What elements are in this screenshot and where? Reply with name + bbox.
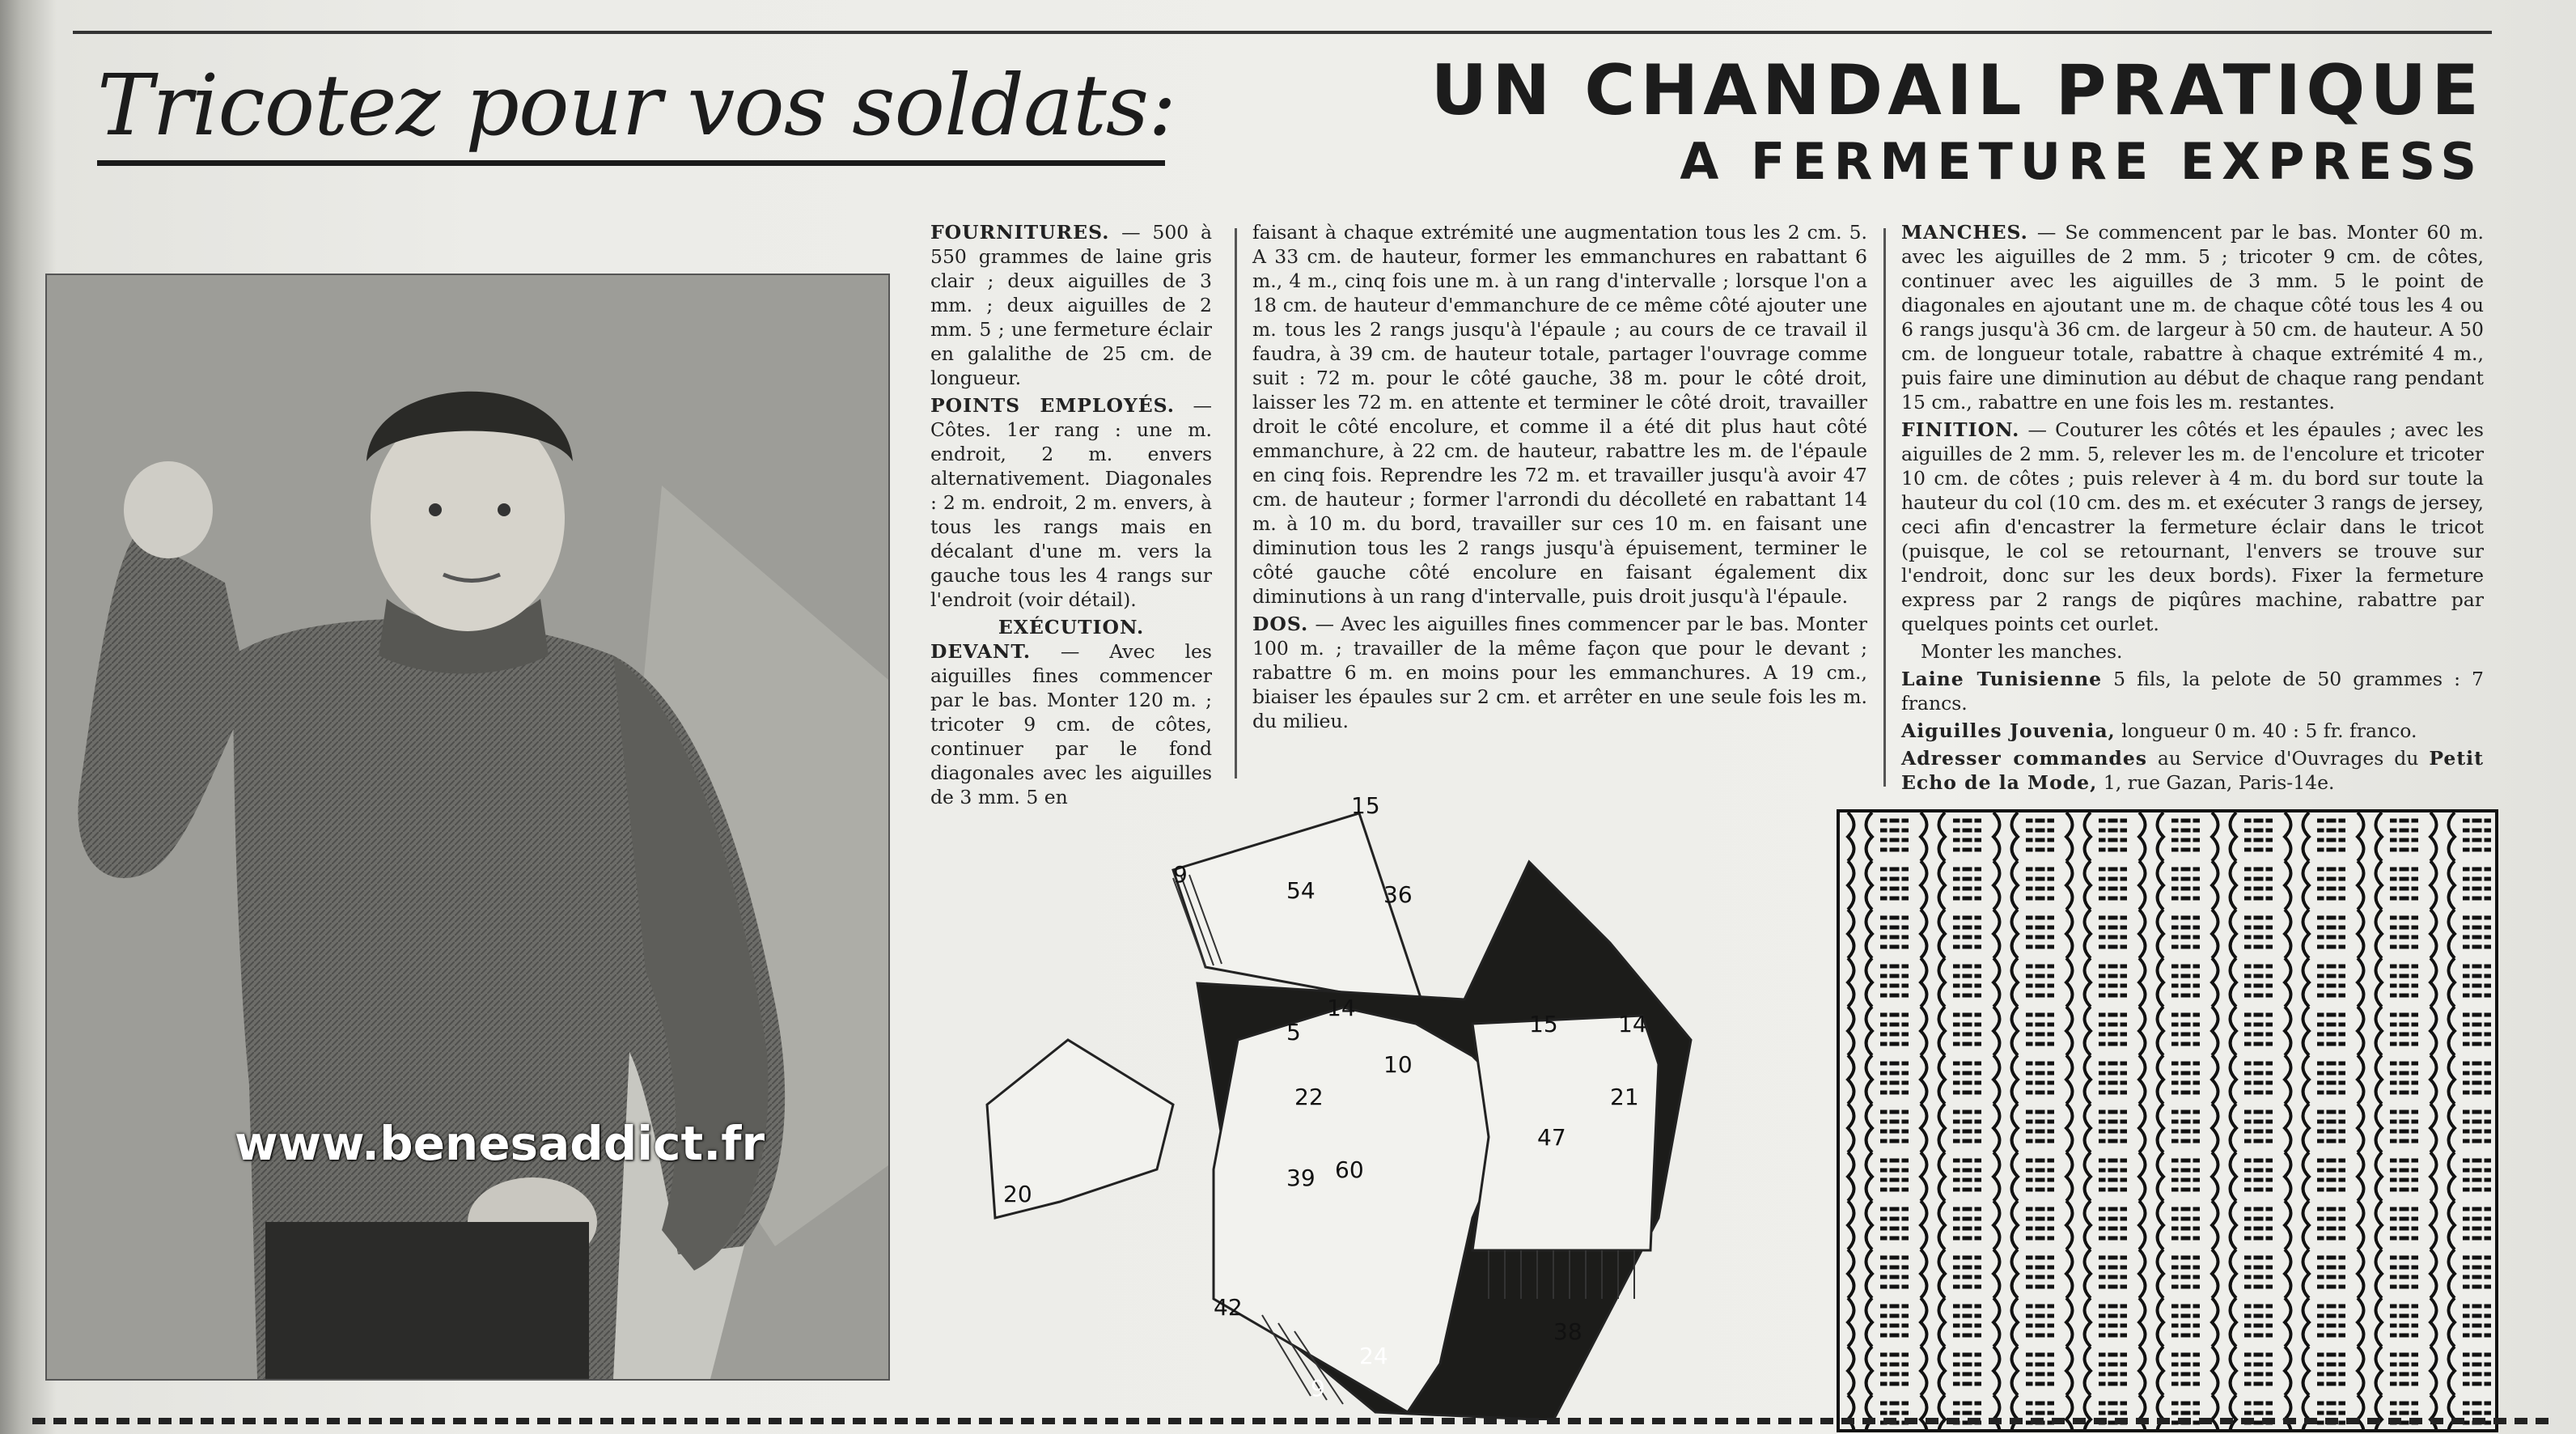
dim-back-base: 38: [1553, 1318, 1582, 1345]
manches-heading: MANCHES.: [1901, 221, 2028, 244]
devant-paragraph: [930, 639, 1212, 809]
laine-text: 5 fils, la pelote de 50 grammes : 7 francs.: [1901, 668, 2484, 715]
headline-underline: [97, 160, 1165, 166]
dos-paragraph: [1252, 612, 1867, 733]
column-1: [930, 220, 1212, 808]
aiguilles-text: longueur 0 m. 40 : 5 fr. franco.: [2121, 719, 2417, 742]
dim-front-h3: 60: [1335, 1156, 1364, 1183]
finition-text: — Couturer les côtés et les épaules ; avec les aiguilles de 2 mm. 5, relever les m. de l'encolure et tricoter 10 cm. de côtes ; puis relever à 4 m. du bord sur toute la hauteur du col (10 cm. des m. et exécuter 3 rangs de jersey, ceci afin d'encastrer la fermeture éclair dans le tricot (puisque, le col se retournant, l'envers se trouve sur l'endroit, donc sur les deux bords). Fixer la fermeture express par 2 rangs de piqûres machine, rabattre par quelques points cet ourlet.: [1901, 418, 2484, 635]
points-heading: POINTS EMPLOYÉS.: [930, 394, 1175, 417]
aiguilles-heading: Aiguilles Jouvenia,: [1901, 719, 2116, 742]
pattern-diagram: [971, 797, 1764, 1420]
headline-title: UN CHANDAIL PRATIQUE: [1430, 50, 2484, 131]
stitch-detail-swatch: [1837, 809, 2498, 1432]
fournitures-heading: FOURNITURES.: [930, 221, 1110, 244]
adresser-heading: Adresser commandes: [1901, 747, 2148, 770]
points-text: — Côtes. 1er rang : une m. endroit, 2 m. envers alternativement. Diagonales : 2 m. endroit, 2 m. envers, à tous les rangs mais en décalant d'une m. vers la gauche tous les 4 rangs sur l'endroit (voir détail).: [930, 394, 1212, 611]
monter-line: Monter les manches.: [1921, 640, 2123, 663]
manches-paragraph: [1901, 220, 2484, 414]
watermark-text: www.benesaddict.fr: [235, 1116, 765, 1171]
column-rule-2: [1883, 228, 1886, 787]
dim-collar-side: 20: [1003, 1181, 1032, 1207]
dim-rib: 9: [1311, 1375, 1325, 1402]
dim-back-height: 21: [1610, 1084, 1639, 1110]
fournitures-text: — 500 à 550 grammes de laine gris clair ; deux aiguilles de 3 mm. ; deux aiguilles de 2 mm. 5 ; une fermeture éclair en galalithe de 25 cm. de longueur.: [930, 221, 1212, 389]
dim-front-base: 24: [1359, 1343, 1388, 1369]
dim-front-bottom: 42: [1214, 1294, 1243, 1321]
headline-subtitle: A FERMETURE EXPRESS: [1680, 132, 2484, 191]
adresser-publication: Petit Echo de la Mode,: [1901, 747, 2484, 794]
sleeve-piece: [1173, 813, 1424, 1008]
dim-sleeve-cuff: 9: [1173, 861, 1188, 888]
points-paragraph: [930, 393, 1212, 612]
photo-illustration: [47, 275, 888, 1379]
devant-continued: faisant à chaque extrémité une augmentation tous les 2 cm. 5. A 33 cm. de hauteur, former les emmanchures en rabattant 6 m., 4 m., cinq fois une m. à un rang d'intervalle ; lorsque l'on a 18 cm. de hauteur d'emmanchure de ce même côté ajouter une m. tous les 2 rangs jusqu'à l'épaule ; au cours de ce travail il faudra, à 39 cm. de hauteur totale, partager l'ouvrage comme suit : 72 m. pour le côté gauche, 38 m. pour le côté droit, laisser les 72 m. en attente et terminer le côté droit, travailler droit le côté encolure, et comme il a été dit plus haut côté emmanchure, à 22 cm. de hauteur, rabattre les m. de l'épaule en cinq fois. Reprendre les 72 m. et travailler jusqu'à avoir 47 cm. de hauteur ; former l'arrondi du décolleté en rabattant 14 m. à 10 m. du bord, travailler sur ces 10 m. en faisant une diminution tous les 2 rangs jusqu'à épuisement, terminer le côté gauche côté encolure en faisant également dix diminutions à un rang d'intervalle, puis droit jusqu'à l'épaule.: [1252, 221, 1867, 608]
manches-text: — Se commencent par le bas. Monter 60 m. avec les aiguilles de 2 mm. 5 ; tricoter 9 cm. de côtes, continuer avec les aiguilles de 3 mm. 5 le point de diagonales en ajoutant une m. de chaque côté tous les 4 ou 6 rangs jusqu'à 36 cm. de largeur à 50 cm. de hauteur. A 50 cm. de longueur totale, rabattre à chaque extrémité 4 m., puis faire une diminution au début de chaque rang pendant 15 cm., rabattre en une fois les m. restantes.: [1901, 221, 2484, 414]
dim-back-top: 15: [1529, 1011, 1558, 1037]
finition-paragraph: [1901, 418, 2484, 636]
finition-heading: FINITION.: [1901, 418, 2020, 441]
fournitures-paragraph: [930, 220, 1212, 390]
dim-sleeve-width: 36: [1383, 881, 1413, 908]
dim-front-h1: 22: [1294, 1084, 1324, 1110]
top-rule: [73, 31, 2492, 34]
adresser-paragraph: [1901, 746, 2484, 795]
column-rule-1: [1235, 228, 1237, 779]
devant-heading: DEVANT.: [930, 640, 1032, 663]
adresser-address: 1, rue Gazan, Paris-14e.: [2103, 771, 2335, 794]
headline-left: Tricotez pour vos soldats:: [97, 56, 1176, 155]
dim-back-top2: 14: [1618, 1011, 1647, 1037]
execution-heading: EXÉCUTION.: [998, 616, 1145, 639]
sweater-photo: [45, 274, 890, 1381]
laine-paragraph: [1901, 667, 2484, 715]
bottom-dotted-rule: [32, 1418, 2557, 1424]
dim-collar: 10: [1383, 1051, 1413, 1078]
dim-sleeve-length: 54: [1286, 877, 1316, 904]
laine-heading: Laine Tunisienne: [1901, 668, 2103, 690]
adresser-text: au Service d'Ouvrages du: [2157, 747, 2419, 770]
dim-back-width: 47: [1537, 1124, 1566, 1151]
dos-text: — Avec les aiguilles fines commencer par le bas. Monter 100 m. ; travailler de la même façon que pour le devant ; rabattre 6 m. en moins pour les emmanchures. A 19 cm., biaiser les épaules sur 2 cm. et arrêter en une seule fois les m. du milieu.: [1252, 613, 1867, 732]
dim-top: 15: [1351, 797, 1380, 819]
devant-text: — Avec les aiguilles fines commencer par le bas. Monter 120 m. ; tricoter 9 cm. de côtes, continuer par le fond diagonales avec les aiguilles de 3 mm. 5 en: [930, 640, 1212, 808]
aiguilles-paragraph: [1901, 719, 2484, 743]
dim-shoulder: 5: [1286, 1019, 1301, 1046]
dos-heading: DOS.: [1252, 613, 1309, 635]
dim-front-h2: 39: [1286, 1165, 1316, 1191]
column-3: [1901, 220, 2484, 803]
column-2: [1252, 220, 1867, 796]
dim-neck: 14: [1327, 995, 1356, 1021]
stitch-pattern: [1840, 812, 2495, 1429]
